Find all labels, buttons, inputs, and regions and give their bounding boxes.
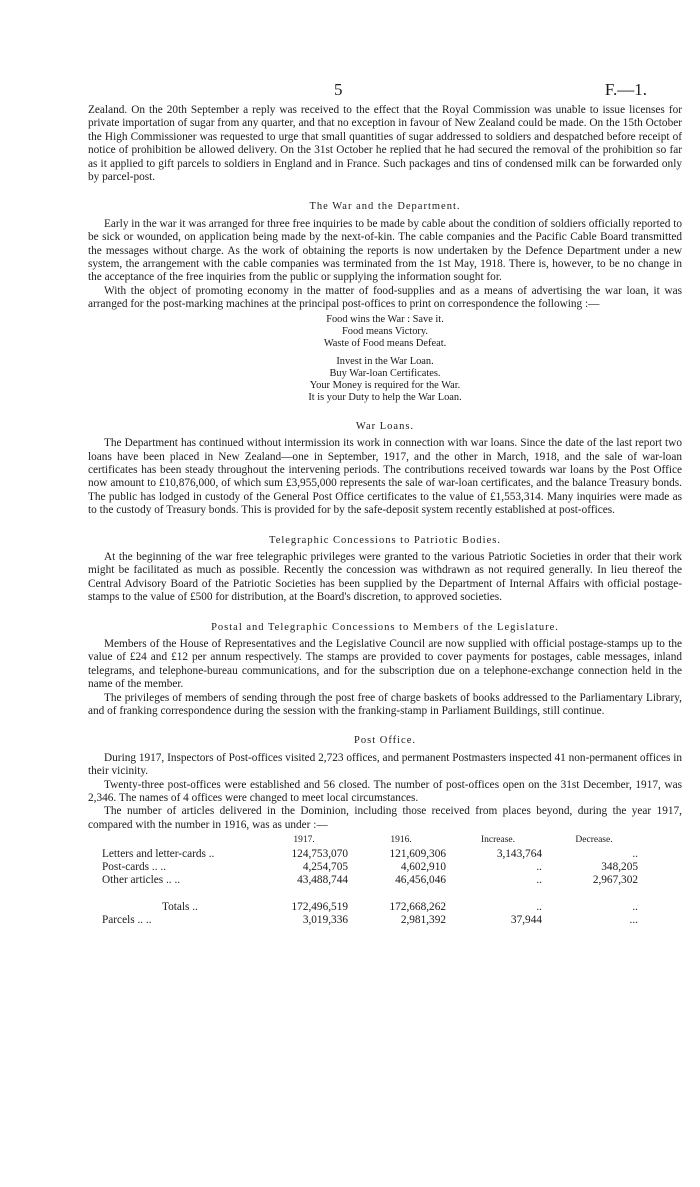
food-slogans xyxy=(88,314,682,350)
table-header-1916: 1916. xyxy=(390,835,412,846)
table-spacer xyxy=(98,888,642,901)
row-label: Other articles .. xyxy=(102,874,172,887)
slogan-line: It is your Duty to help the War Loan. xyxy=(308,391,462,403)
heading-post-office: Post Office. xyxy=(354,735,416,747)
paragraph-franking: The privileges of members of sending through the post free of charge baskets of books addressed to the Parliamentary Library, and of franking correspondence during the session with the franking-stamp in Parliament Buildings, still continue. xyxy=(88,691,682,717)
leader-dots: .. .. xyxy=(137,914,152,927)
cell-1917: 172,496,519 xyxy=(291,900,348,913)
cell-increase: 37,944 xyxy=(510,914,542,927)
cell-decrease: .. xyxy=(632,847,638,860)
leader-dots: .. xyxy=(192,900,198,913)
cell-increase: .. xyxy=(536,874,542,887)
paragraph-offices-count: Twenty-three post-offices were established and 56 closed. The number of post-offices open on the 31st December, 1917, was 2,346. The names of 4 offices were changed to meet local circumstances. xyxy=(88,778,682,805)
slogan-line: Food wins the War : Save it. xyxy=(326,313,444,325)
cell-decrease: ... xyxy=(629,914,638,927)
row-label: Parcels xyxy=(102,914,135,927)
slogan-line: Food means Victory. xyxy=(342,325,428,337)
cell-increase: .. xyxy=(536,861,542,874)
slogan-line: Buy War-loan Certificates. xyxy=(329,367,441,379)
leader-dots: .. .. xyxy=(151,861,167,874)
table-header-1917: 1917. xyxy=(293,835,315,846)
table-header-decrease: Decrease. xyxy=(575,835,613,846)
cell-1916: 121,609,306 xyxy=(389,847,446,860)
paragraph-sugar: Zealand. On the 20th September a reply was received to the effect that the Royal Commission was unable to issue licenses for private importation of sugar from any quarter, and that no exception in favour of New Zealand could be made. On the 15th October the High Commissioner was requested to urge that small quantities of sugar addressed to soldiers and despatched before receipt of notice of prohibition be allowed delivery. On the 31st October he replied that he had secured the removal of the prohibition so far as it applied to gift parcels to soldiers in England and in France. Such packages and tins of condensed milk can be forwarded only by parcel-post. xyxy=(88,104,682,184)
table-row xyxy=(98,861,642,874)
cell-decrease: 348,205 xyxy=(601,861,638,874)
leader-dots: .. xyxy=(174,874,181,887)
slogan-line: Waste of Food means Defeat. xyxy=(323,337,447,349)
page-number: 5 xyxy=(334,80,343,99)
row-label: Post-cards xyxy=(102,861,150,874)
paragraph-inspections: During 1917, Inspectors of Post-offices visited 2,723 offices, and permanent Postmasters inspected 41 non-permanent offices in their vicinity. xyxy=(88,751,682,778)
cell-increase: 3,143,764 xyxy=(496,847,542,860)
row-label: Totals xyxy=(162,900,190,913)
heading-war-and-department: The War and the Department. xyxy=(309,201,461,213)
table-row xyxy=(98,874,642,887)
table-header-blank xyxy=(98,834,256,847)
table-totals-row xyxy=(98,901,642,914)
loan-slogans xyxy=(88,356,682,404)
cell-1916: 46,456,046 xyxy=(395,874,446,887)
paragraph-post-marking: With the object of promoting economy in the matter of food-supplies and as a means of advertising the war loan, it was arranged for the post-marking machines at the principal post-offices to print on correspondence the following :— xyxy=(88,284,682,311)
paragraph-war-loans: The Department has continued without intermission its work in connection with war loans. Since the date of the last report two loans have been placed in New Zealand—one in September, 1917, and the other in March, 1918, and the sale of war-loan certificates has been steady throughout the intervening periods. The contributions received towards war loans by the Post Office now amount to £10,876,000, of which sum £3,955,000 represents the sale of war-loan certificates, and the balance Treasury bonds. The public has lodged in custody of the General Post Office certificates to the value of £1,553,314. Many inquiries were made as to the custody of Treasury bonds. This is provided for by the safe-deposit system recently established at post-offices. xyxy=(88,437,682,517)
paragraph-member-stamps: Members of the House of Representatives and the Legislative Council are now supplied with official postage-stamps up to the value of £24 and £12 per annum respectively. The stamps are provided to cover payments for postages, cable messages, inland telegrams, and telephone-bureau communications, and for the subscription due on a telephone-exchange connection held in the name of the member. xyxy=(88,637,682,691)
cell-1916: 4,602,910 xyxy=(400,861,446,874)
heading-war-loans: War Loans. xyxy=(355,420,415,432)
cell-1917: 3,019,336 xyxy=(302,914,348,927)
cell-increase: .. xyxy=(536,900,542,913)
postmark-slogans xyxy=(88,314,682,404)
cell-1916: 2,981,392 xyxy=(400,914,446,927)
cell-1917: 43,488,744 xyxy=(297,874,348,887)
row-label: Letters and letter-cards xyxy=(102,847,206,860)
cell-1917: 124,753,070 xyxy=(291,847,348,860)
cell-1917: 4,254,705 xyxy=(302,861,348,874)
document-body xyxy=(88,104,682,928)
slogan-line: Invest in the War Loan. xyxy=(336,355,434,367)
paragraph-articles-delivered: The number of articles delivered in the Dominion, including those received from places beyond, during the year 1917, compared with the number in 1916, was as under :— xyxy=(88,805,682,831)
slogan-line: Your Money is required for the War. xyxy=(309,379,461,391)
document-reference: F.—1. xyxy=(604,80,647,99)
table-header-row xyxy=(98,834,642,847)
paragraph-free-inquiries: Early in the war it was arranged for three free inquiries to be made by cable about the condition of soldiers officially reported to be sick or wounded, on application being made by the next-of-kin. The cable companies and the Pacific Cable Board transmitted the messages without charge. As the work of obtaining the reports is now undertaken by the Defence Department under a new system, the arrangement with the cable companies was terminated from the 1st May, 1918. There is, however, to be no change in the acceptance of the free inquiries from the public or supplying the information sought for. xyxy=(88,217,682,284)
leader-dots: .. xyxy=(208,847,215,860)
cell-decrease: .. xyxy=(632,900,638,913)
table-row xyxy=(98,848,642,861)
table-parcels-row xyxy=(98,914,642,927)
paragraph-patriotic-societies: At the beginning of the war free telegraphic privileges were granted to the various Patriotic Societies in order that their work might be facilitated as much as possible. Recently the concession was withdrawn as not required generally. In lieu thereof the Central Advisory Board of the Patriotic Societies has been supplied by the Department of Internal Affairs with official postage-stamps to the value of £500 for distribution, at the Board's discretion, to approved societies. xyxy=(88,550,682,604)
heading-legislature-concessions: Postal and Telegraphic Concessions to Members of the Legislature. xyxy=(211,621,559,633)
articles-delivered-table xyxy=(98,834,642,927)
heading-telegraphic-concessions: Telegraphic Concessions to Patriotic Bodies. xyxy=(269,534,501,546)
cell-1916: 172,668,262 xyxy=(389,900,446,913)
cell-decrease: 2,967,302 xyxy=(592,874,638,887)
table-header-increase: Increase. xyxy=(480,835,515,846)
